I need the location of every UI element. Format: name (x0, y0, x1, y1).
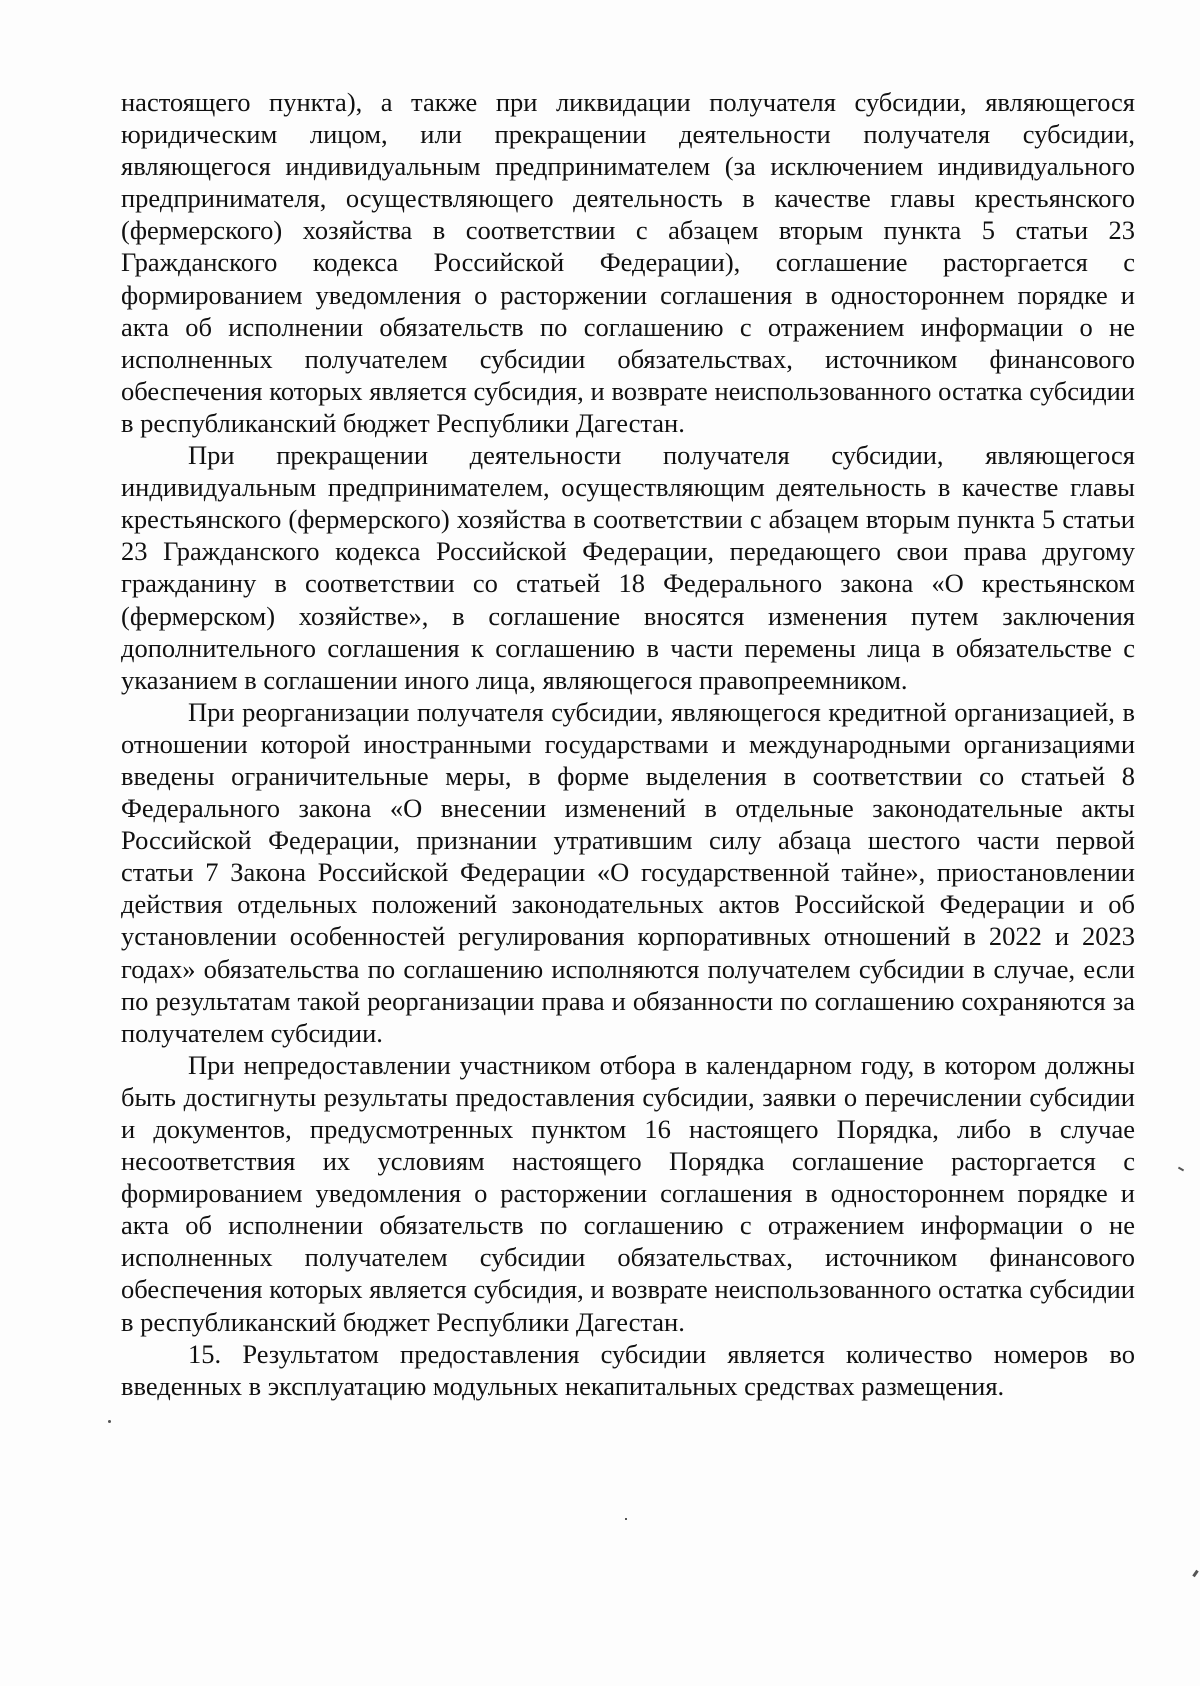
paragraph-5-item-15: 15. Результатом предоставления субсидии является количество номеров во введенных в эксплуатацию модульных некапитальных средствах размещения. (121, 1338, 1135, 1401)
paragraph-4: При непредоставлении участником отбора в календарном году, в котором должны быть достигнуты результаты предоставления субсидии, заявки о перечислении субсидии и документов, предусмотренных пунктом 16 настоящего Порядка, либо в случае несоответствия их условиям настоящего Порядка соглашение расторгается с формированием уведомления о расторжении соглашения в одностороннем порядке и акта об исполнении обязательств по соглашению с отражением информации о не исполненных получателем субсидии обязательствах, источником финансового обеспечения которых является субсидия, и возврате неиспользованного остатка субсидии в республиканский бюджет Республики Дагестан. (121, 1049, 1135, 1337)
scan-speck (1178, 1167, 1184, 1172)
paragraph-1: настоящего пункта), а также при ликвидации получателя субсидии, являющегося юридическим лицом, или прекращении деятельности получателя субсидии, являющегося индивидуальным предпринимателем (за исключением индивидуального предпринимателя, осуществляющего деятельность в качестве главы крестьянского (фермерского) хозяйства в соответствии с абзацем вторым пункта 5 статьи 23 Гражданского кодекса Российской Федерации), соглашение расторгается с формированием уведомления о расторжении соглашения в одностороннем порядке и акта об исполнении обязательств по соглашению с отражением информации о не исполненных получателем субсидии обязательствах, источником финансового обеспечения которых является субсидия, и возврате неиспользованного остатка субсидии в республиканский бюджет Республики Дагестан. (121, 87, 1135, 438)
scan-speck (1192, 1570, 1198, 1577)
document-body (121, 86, 1135, 1402)
paragraph-2: При прекращении деятельности получателя субсидии, являющегося индивидуальным предпринимателем, осуществляющим деятельность в качестве главы крестьянского (фермерского) хозяйства в соответствии с абзацем вторым пункта 5 статьи 23 Гражданского кодекса Российской Федерации, передающего свои права другому гражданину в соответствии со статьей 18 Федерального закона «О крестьянском (фермерском) хозяйстве», в соглашение вносятся изменения путем заключения дополнительного соглашения к соглашению в части перемены лица в обязательстве с указанием в соглашении иного лица, являющегося правопреемником. (121, 440, 1135, 695)
paragraph-3: При реорганизации получателя субсидии, являющегося кредитной организацией, в отношении которой иностранными государствами и международными организациями введены ограничительные меры, в форме выделения в соответствии со статьей 8 Федерального закона «О внесении изменений в отдельные законодательные акты Российской Федерации, признании утратившим силу абзаца шестого части первой статьи 7 Закона Российской Федерации «О государственной тайне», приостановлении действия отдельных положений законодательных актов Российской Федерации и об установлении особенностей регулирования корпоративных отношений в 2022 и 2023 годах» обязательства по соглашению исполняются получателем субсидии в случае, если по результатам такой реорганизации права и обязанности по соглашению сохраняются за получателем субсидии. (121, 696, 1135, 1048)
scan-speck (625, 1518, 627, 1520)
scan-speck (108, 1420, 111, 1423)
